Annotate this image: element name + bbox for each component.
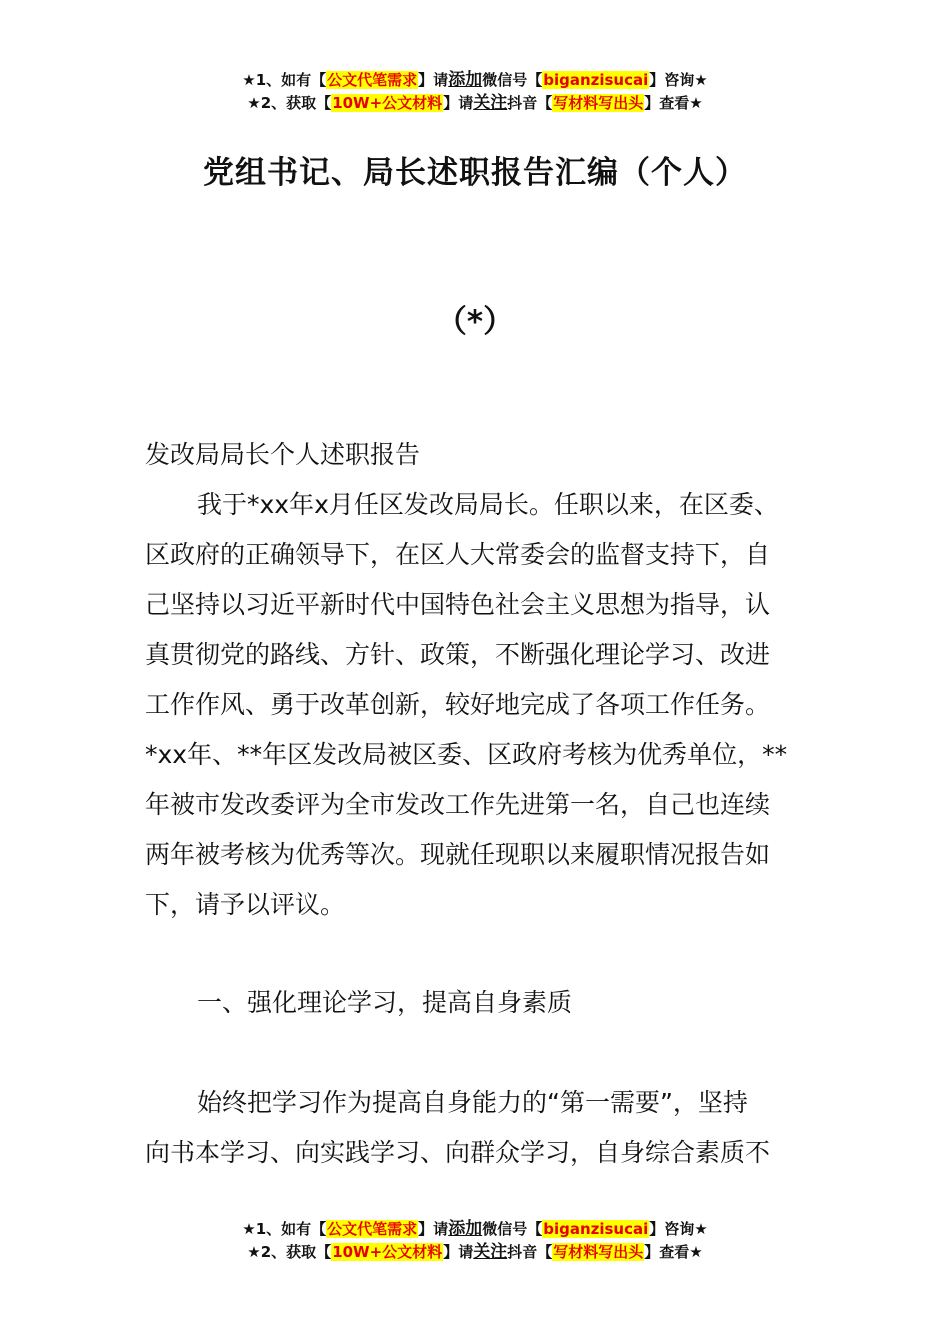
promo-text: 】查看★ (644, 1243, 703, 1261)
promo-text: 微信号【 (482, 1220, 543, 1238)
promo-text: 】咨询★ (649, 71, 708, 89)
promo-text: 】请 (418, 71, 449, 89)
promo-highlight: 公文代笔需求 (327, 1220, 418, 1238)
promo-banner-bottom (0, 1218, 950, 1264)
paragraph-line: 始终把学习作为提高自身能力的“第一需要”，坚持 (197, 1088, 748, 1117)
paragraph-line: *xx年、**年区发改局被区委、区政府考核为优秀单位，** (145, 740, 788, 769)
promo-text: ★2、获取【 (247, 94, 332, 112)
document-subtitle: （*） (435, 304, 515, 340)
promo-line-2 (0, 92, 950, 115)
section-heading-1: 一、强化理论学习，提高自身素质 (197, 988, 573, 1017)
paragraph-line: 我于*xx年x月任区发改局局长。任职以来，在区委、 (197, 490, 779, 519)
promo-line-1 (0, 69, 950, 92)
document-title: 党组书记、局长述职报告汇编（个人） (203, 155, 747, 191)
promo-text: 】查看★ (644, 94, 703, 112)
paragraph-line: 己坚持以习近平新时代中国特色社会主义思想为指导，认 (145, 590, 771, 619)
paragraph-line: 工作作风、勇于改革创新，较好地完成了各项工作任务。 (145, 690, 771, 719)
promo-douyin-id: 写材料写出头 (553, 1243, 644, 1261)
promo-text: ★1、如有【 (242, 1220, 327, 1238)
promo-wechat-id: biganzisucai (543, 1220, 649, 1238)
paragraph-line: 向书本学习、向实践学习、向群众学习，自身综合素质不 (145, 1138, 771, 1167)
promo-text: 抖音【 (507, 1243, 553, 1261)
promo-highlight: 公文代笔需求 (327, 71, 418, 89)
promo-line-2 (0, 1241, 950, 1264)
promo-highlight: 10W+公文材料 (332, 1243, 443, 1261)
promo-text: 】请 (443, 94, 474, 112)
promo-douyin-id: 写材料写出头 (553, 94, 644, 112)
paragraph-line: 两年被考核为优秀等次。现就任现职以来履职情况报告如 (145, 840, 771, 869)
promo-wechat-id: biganzisucai (543, 71, 649, 89)
promo-text: 抖音【 (507, 94, 553, 112)
paragraph-line: 真贯彻党的路线、方针、政策，不断强化理论学习、改进 (145, 640, 771, 669)
section-name: 发改局局长个人述职报告 (145, 440, 421, 469)
promo-emphasis: 关注 (473, 1242, 508, 1262)
promo-banner-top (0, 69, 950, 115)
paragraph-2 (145, 1078, 825, 1178)
promo-text: 微信号【 (482, 71, 543, 89)
paragraph-line: 年被市发改委评为全市发改工作先进第一名，自己也连续 (145, 790, 771, 819)
promo-emphasis: 添加 (448, 1219, 483, 1239)
paragraph-line: 区政府的正确领导下，在区人大常委会的监督支持下，自 (145, 540, 771, 569)
promo-text: 】咨询★ (649, 1220, 708, 1238)
promo-text: 】请 (418, 1220, 449, 1238)
promo-highlight: 10W+公文材料 (332, 94, 443, 112)
promo-line-1 (0, 1218, 950, 1241)
promo-text: ★1、如有【 (242, 71, 327, 89)
paragraph-1 (145, 480, 825, 930)
paragraph-line: 下，请予以评议。 (145, 890, 346, 919)
promo-text: ★2、获取【 (247, 1243, 332, 1261)
promo-emphasis: 添加 (448, 70, 483, 90)
promo-emphasis: 关注 (473, 93, 508, 113)
promo-text: 】请 (443, 1243, 474, 1261)
